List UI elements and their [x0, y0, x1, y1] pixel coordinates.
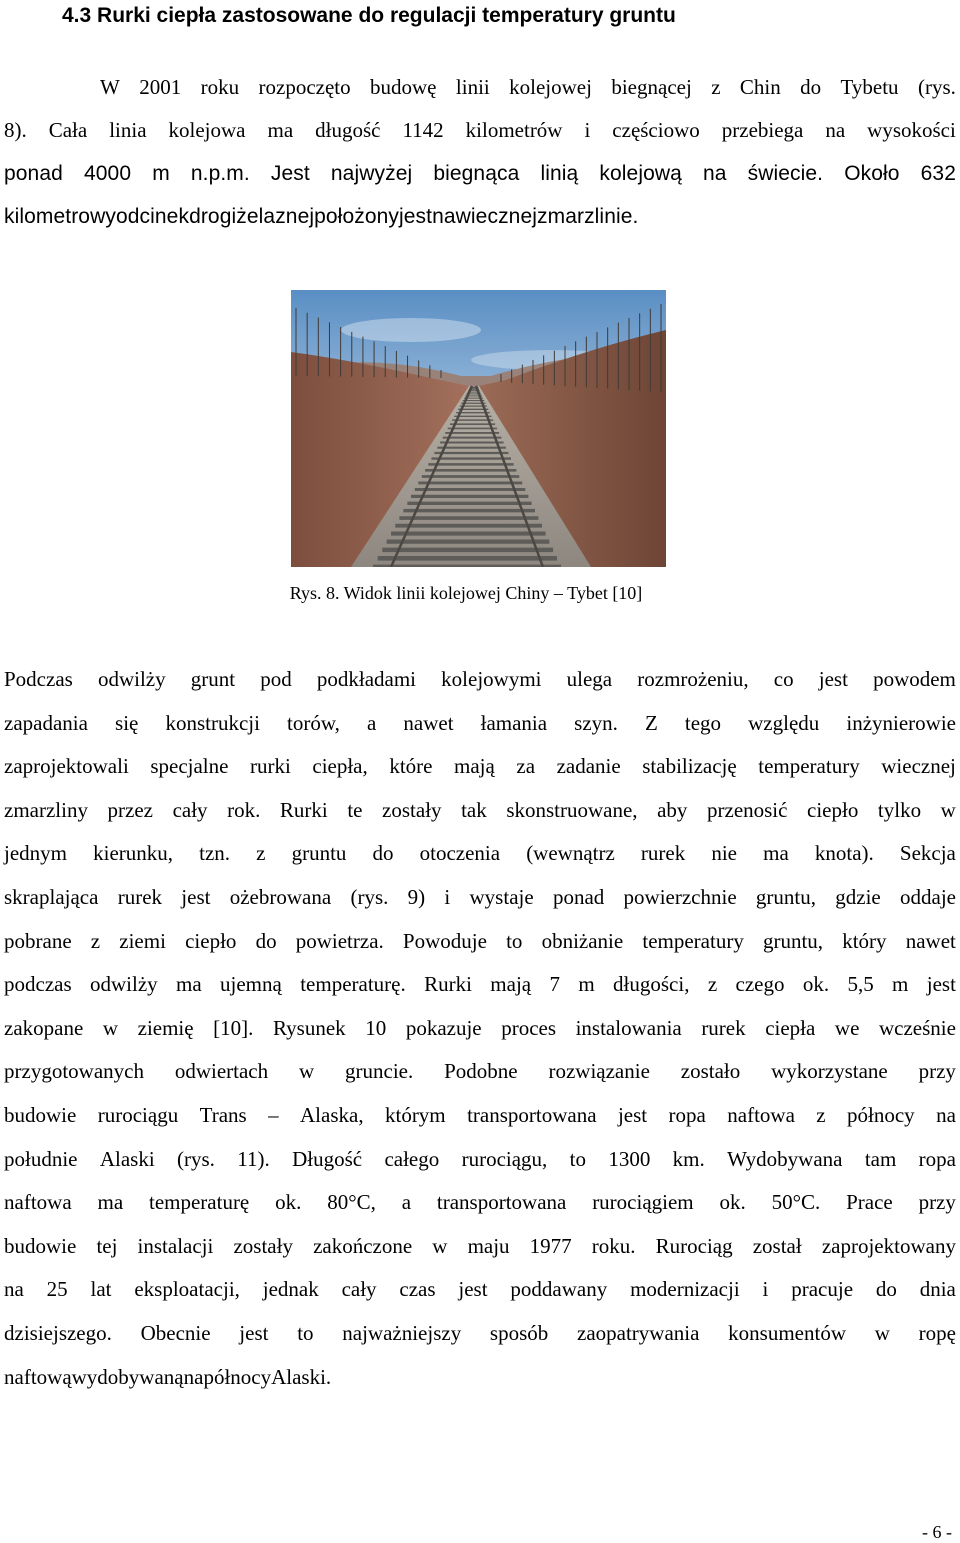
text-line: przygotowanych odwiertach w gruncie. Podobne rozwiązanie zostało wykorzystane przy: [4, 1059, 956, 1084]
section-heading: 4.3 Rurki ciepła zastosowane do regulacji temperatury gruntu: [62, 4, 676, 27]
text-line: pobrane z ziemi ciepło do powietrza. Powoduje to obniżanie temperatury gruntu, który nawet: [4, 928, 956, 953]
text-line: jednym kierunku, tzn. z gruntu do otoczenia (wewnątrz rurek nie ma knota). Sekcja: [4, 841, 956, 866]
text-line: naftowa ma temperaturę ok. 80°C, a transportowana rurociągiem ok. 50°C. Prace przy: [4, 1190, 956, 1215]
text-line: budowie tej instalacji zostały zakończone w maju 1977 roku. Rurociąg został zaprojektowany: [4, 1233, 956, 1258]
text-line: kilometrowy odcinek drogi żelaznej położony jest na wiecznej zmarzlinie.: [4, 205, 639, 228]
text-line: ponad 4000 m n.p.m. Jest najwyżej biegnąca linią kolejową na świecie. Około 632: [4, 162, 956, 185]
text-line: budowie rurociągu Trans – Alaska, którym transportowana jest ropa naftowa z północy na: [4, 1102, 956, 1127]
text-line: zmarzliny przez cały rok. Rurki te zostały tak skonstruowane, aby przenosić ciepło tylko w: [4, 797, 956, 822]
body-paragraph: [4, 658, 956, 1399]
text-line: naftową wydobywaną na północy Alaski.: [4, 1364, 332, 1389]
text-line: skraplająca rurek jest ożebrowana (rys. 9) i wystaje ponad powierzchnie gruntu, gdzie oddaje: [4, 884, 956, 909]
figure-caption: Rys. 8. Widok linii kolejowej Chiny – Tybet [10]: [289, 583, 643, 603]
text-line: 8). Cała linia kolejowa ma długość 1142 kilometrów i częściowo przebiega na wysokości: [4, 118, 956, 142]
page-number: - 6 -: [922, 1522, 952, 1542]
text-line: zapadania się konstrukcji torów, a nawet łamania szyn. Z tego względu inżynierowie: [4, 710, 956, 735]
text-line: W 2001 roku rozpoczęto budowę linii kolejowej biegnącej z Chin do Tybetu (rys.: [100, 75, 956, 99]
railway-photo: [291, 290, 666, 567]
text-line: południe Alaski (rys. 11). Długość całego rurociągu, to 1300 km. Wydobywana tam ropa: [4, 1146, 956, 1171]
text-line: podczas odwilży ma ujemną temperaturę. Rurki mają 7 m długości, z czego ok. 5,5 m jest: [4, 972, 956, 997]
text-line: dzisiejszego. Obecnie jest to najważniejszy sposób zaopatrywania konsumentów w ropę: [4, 1320, 956, 1345]
text-line: Podczas odwilży grunt pod podkładami kolejowymi ulega rozmrożeniu, co jest powodem: [4, 667, 956, 691]
intro-paragraph: [4, 66, 956, 238]
text-line: na 25 lat eksploatacji, jednak cały czas jest poddawany modernizacji i pracuje do dnia: [4, 1277, 956, 1302]
text-line: zaprojektowali specjalne rurki ciepła, które mają za zadanie stabilizację temperatury wiecznej: [4, 754, 956, 779]
text-line: zakopane w ziemię [10]. Rysunek 10 pokazuje proces instalowania rurek ciepła we wcześnie: [4, 1015, 956, 1040]
